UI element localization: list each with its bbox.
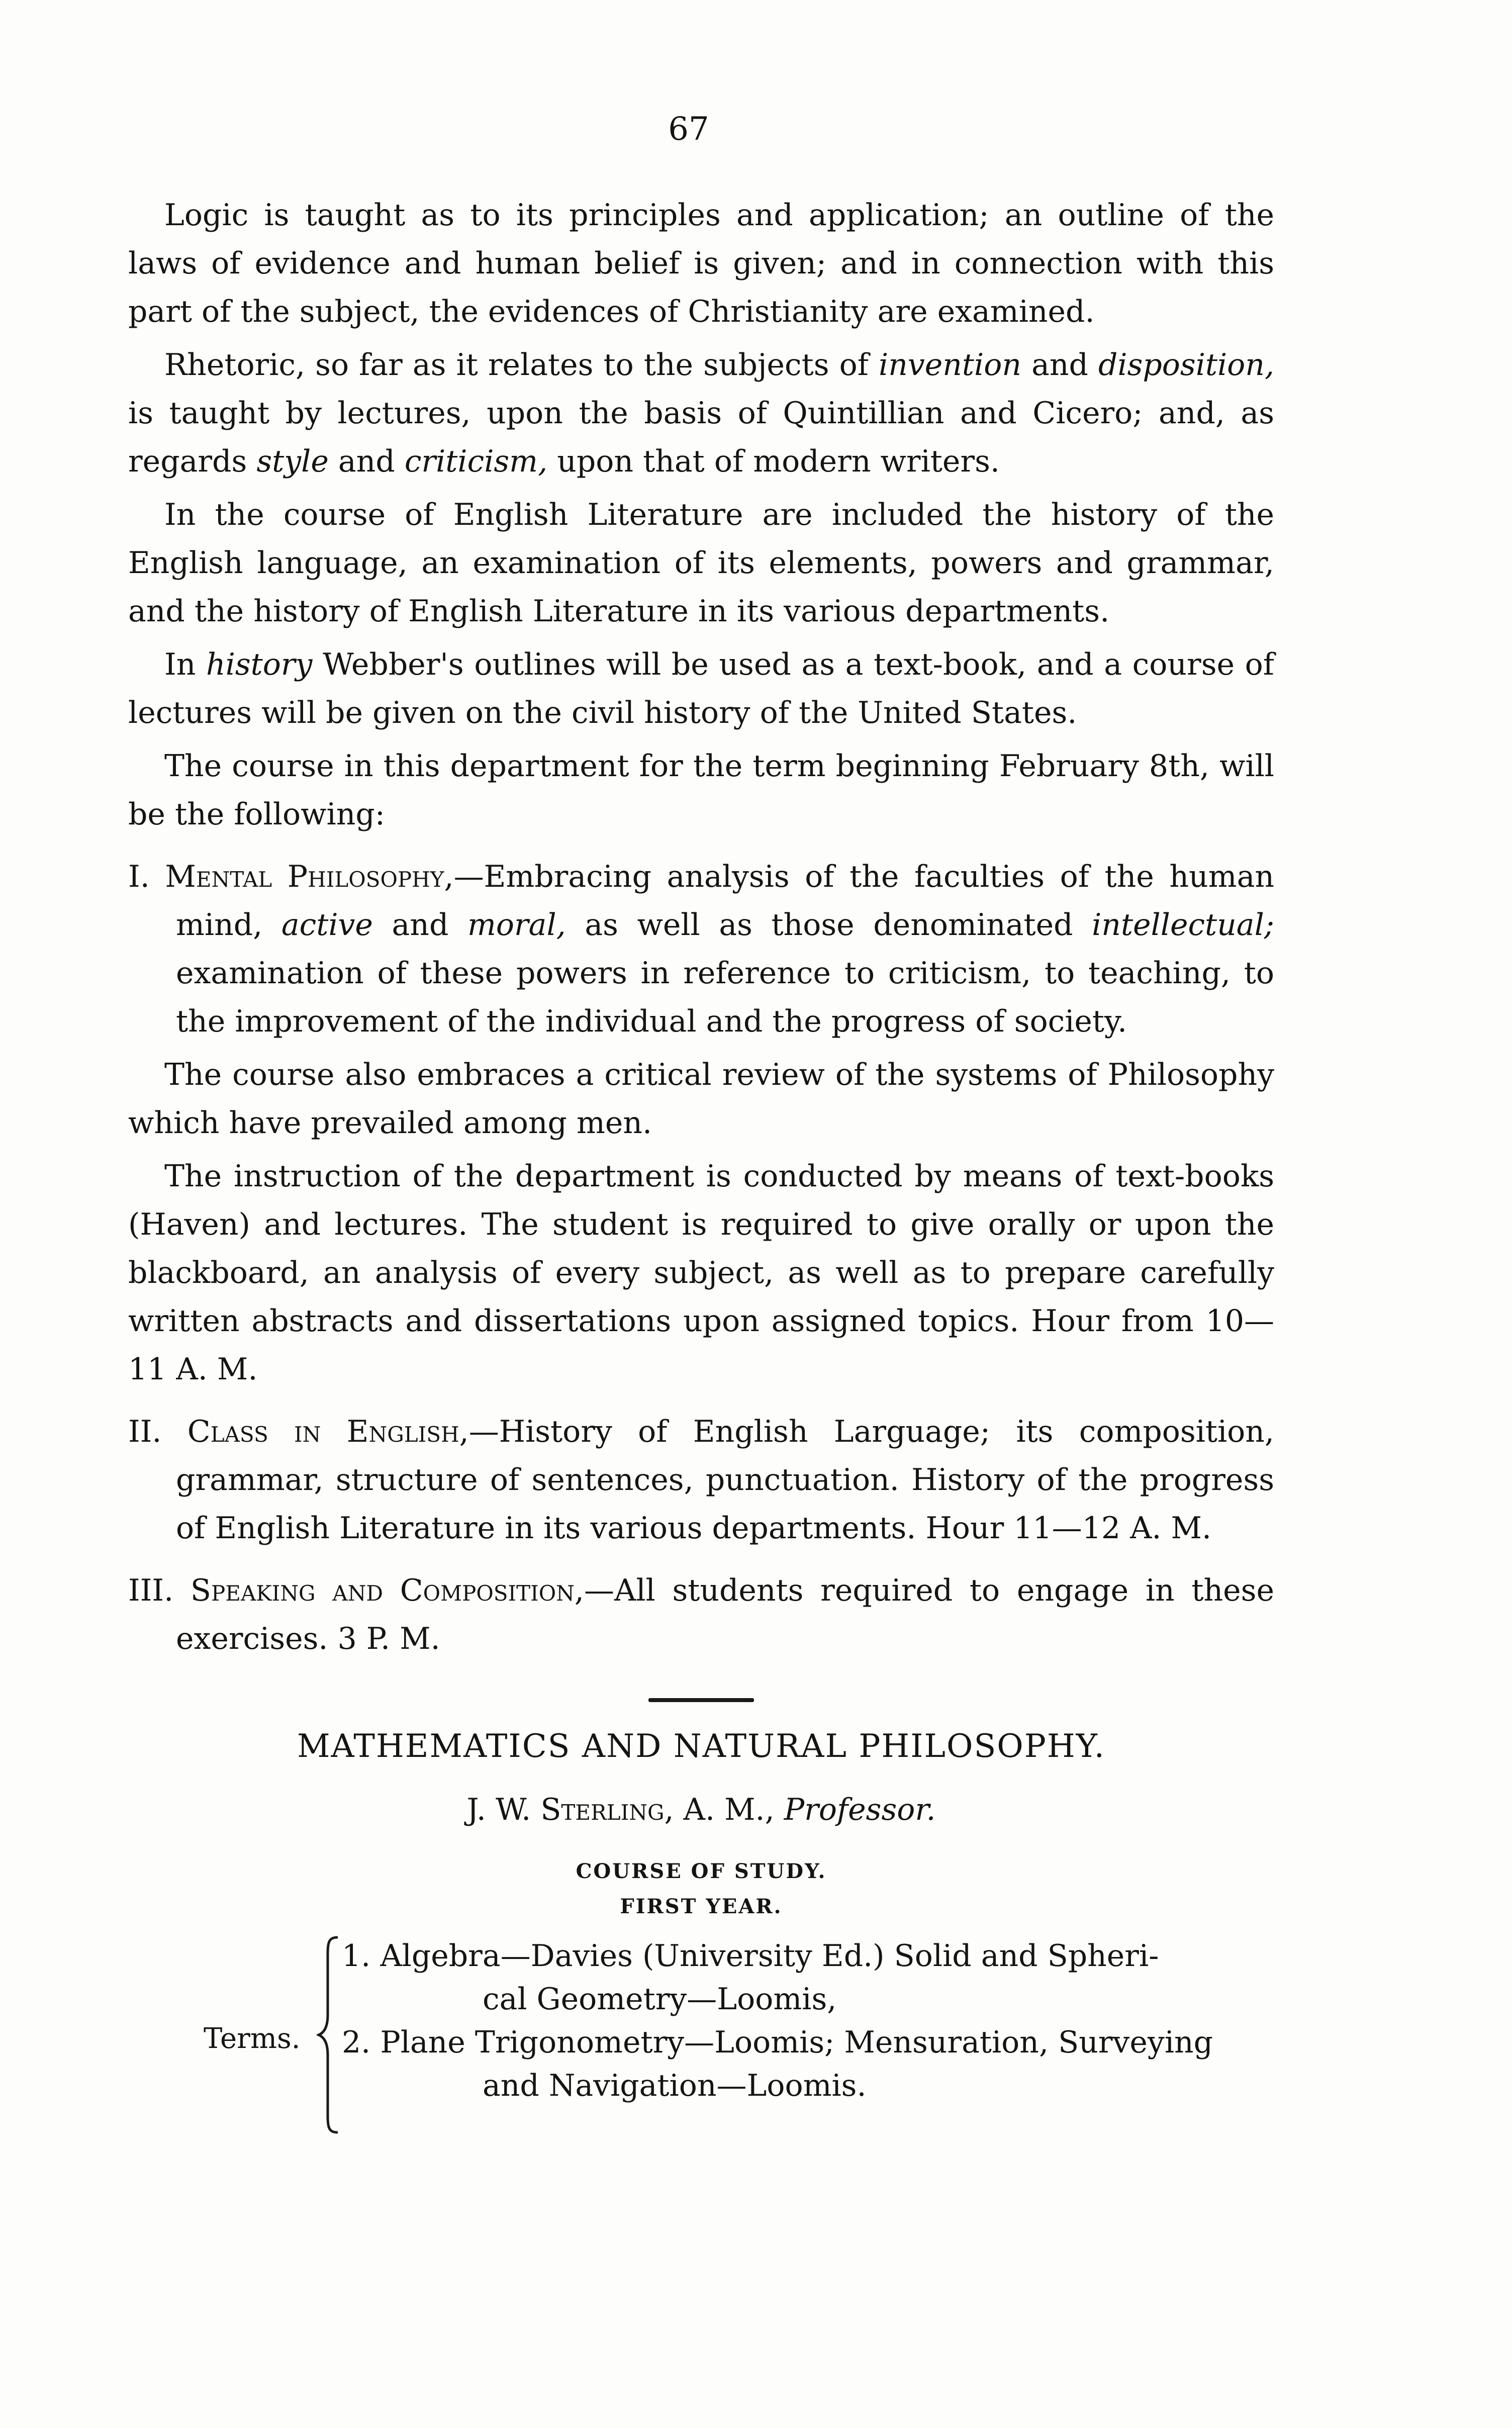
item-class-in-english xyxy=(128,1408,1274,1552)
rhetoric-text-2: is taught by lectures, upon the basis of Quintillian and Cicero; and, as regards xyxy=(128,396,1274,479)
rhetoric-disposition: disposition, xyxy=(1098,347,1275,383)
first-year-heading: FIRST YEAR. xyxy=(620,1895,783,1918)
item-2-heading: Class in English, xyxy=(187,1414,469,1449)
rhetoric-invention: invention xyxy=(879,347,1021,383)
professor-title: Professor. xyxy=(784,1792,936,1827)
rhetoric-and: and xyxy=(1031,347,1088,383)
item-3-number: III. xyxy=(128,1573,174,1608)
term-item-1 xyxy=(342,1934,1277,2021)
item-3-text: —All students required to engage in these exercises. 3 P. M. xyxy=(176,1573,1274,1656)
item-1-intellectual: intellectual; xyxy=(1092,907,1274,943)
item-3-heading: Speaking and Composition, xyxy=(190,1573,585,1608)
rhetoric-and-2: and xyxy=(338,444,395,479)
item-speaking-composition xyxy=(128,1566,1274,1663)
item-1-moral: moral, xyxy=(467,907,566,943)
page-number: 67 xyxy=(668,111,709,148)
section-divider xyxy=(648,1698,754,1702)
item-1-active: active xyxy=(281,907,373,943)
item-mental-philosophy xyxy=(128,853,1274,1046)
item-2-number: II. xyxy=(128,1414,162,1449)
paragraph-history xyxy=(128,640,1274,737)
item-1-end: examination of these powers in reference to criticism, to teaching, to the improvement of the individual and the progress of society. xyxy=(176,956,1274,1039)
history-post: Webber's outlines will be used as a text-book, and a course of lectures will be given on the civil history of the United States. xyxy=(128,647,1274,730)
paragraph-philosophy-review: The course also embraces a critical review of the systems of Philosophy which have prevailed among men. xyxy=(128,1057,1274,1141)
paragraph-english-literature: In the course of English Literature are included the history of the English language, an examination of its elements, powers and grammar, and the history of English Literature in its various departments. xyxy=(128,497,1274,629)
term-1-line-2: cal Geometry—Loomis, xyxy=(483,1982,837,2017)
history-italic: history xyxy=(206,647,313,682)
item-1-dash-text: —Embracing analysis of the faculties of the human mind, xyxy=(176,859,1274,943)
professor-name: J. W. Sterling, A. M., xyxy=(466,1792,775,1827)
rhetoric-style: style xyxy=(256,444,329,479)
term-item-2 xyxy=(342,2021,1277,2107)
item-1-and: and xyxy=(392,907,449,943)
rhetoric-text-1: Rhetoric, so far as it relates to the subjects of xyxy=(164,347,869,383)
section-title: MATHEMATICS AND NATURAL PHILOSOPHY. xyxy=(297,1728,1105,1765)
paragraph-instruction: The instruction of the department is conducted by means of text-books (Haven) and lectures. The student is required to give orally or upon the blackboard, an analysis of every subject, as well as to prepare carefully written abstracts and dissertations upon assigned topics. Hour from 10—11 A. M. xyxy=(128,1159,1274,1387)
terms-label: Terms. xyxy=(204,2022,301,2055)
rhetoric-criticism: criticism, xyxy=(404,444,548,479)
page-content xyxy=(128,191,1274,2145)
item-1-heading: Mental Philosophy, xyxy=(165,859,454,894)
terms-list xyxy=(342,1934,1277,2107)
rhetoric-text-3: upon that of modern writers. xyxy=(557,444,1000,479)
item-1-number: I. xyxy=(128,859,150,894)
course-of-study-heading: COURSE OF STUDY. xyxy=(576,1859,827,1883)
paragraph-logic: Logic is taught as to its principles and application; an outline of the laws of evidence and human belief is given; and in connection with this part of the subject, the evidences of Christianity are examined. xyxy=(128,198,1274,329)
professor-line xyxy=(128,1786,1274,1834)
history-pre: In xyxy=(164,647,196,682)
term-2-line-2: and Navigation—Loomis. xyxy=(483,2068,867,2103)
term-1-line-1: 1. Algebra—Davies (University Ed.) Solid and Spheri- xyxy=(342,1938,1159,1974)
paragraph-rhetoric xyxy=(128,341,1274,486)
terms-block xyxy=(204,1934,1274,2145)
term-2-line-1: 2. Plane Trigonometry—Loomis; Mensuration, Surveying xyxy=(342,2025,1213,2060)
item-2-text: —History of English Larguage; its composition, grammar, structure of sentences, punctuation. History of the progress of English Literature in its various departments. Hour 11—12 A. M. xyxy=(176,1414,1274,1546)
item-1-mid: as well as those denominated xyxy=(585,907,1073,943)
paragraph-course-intro: The course in this department for the term beginning February 8th, will be the following: xyxy=(128,749,1274,832)
